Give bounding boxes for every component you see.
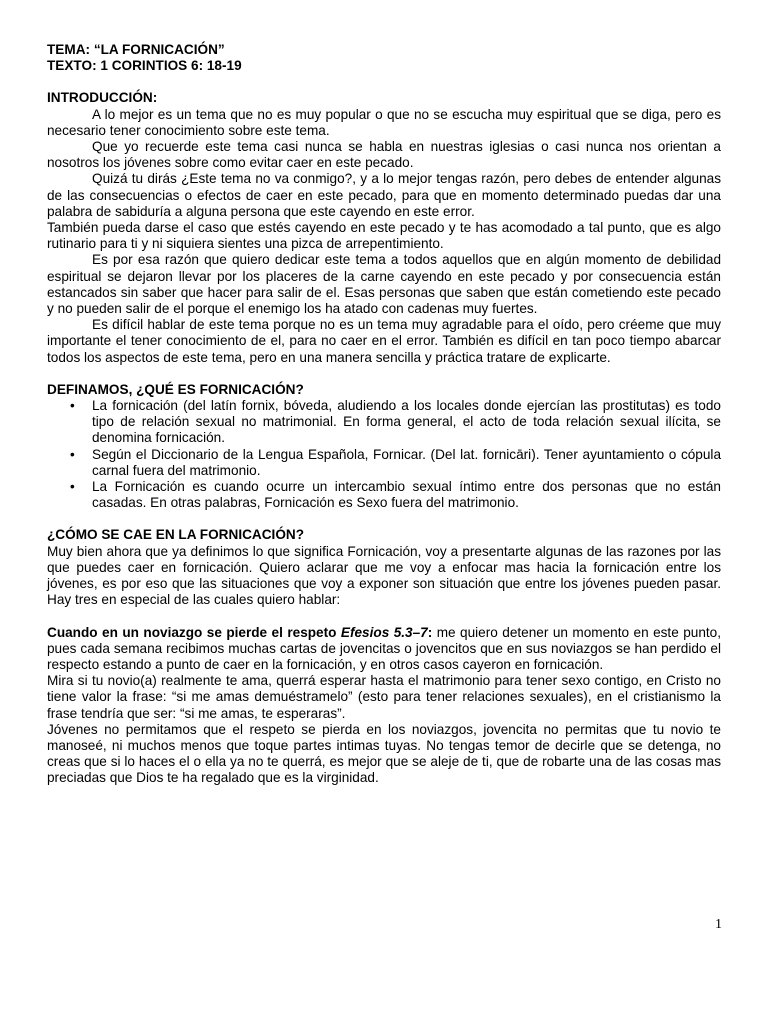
- intro-paragraph: A lo mejor es un tema que no es muy popular o que no se escucha muy espiritual que se diga, pero es necesario tener conocimiento sobre este tema.: [47, 106, 721, 138]
- scripture-reference: Efesios 5.3–7: [340, 624, 428, 640]
- courtship-lead: Cuando en un noviazgo se pierde el respeto: [47, 624, 341, 640]
- courtship-paragraph: [47, 625, 721, 674]
- intro-paragraph: Que yo recuerde este tema casi nunca se habla en nuestras iglesias o casi nunca nos orientan a nosotros los jóvenes sobre como evitar caer en este pecado.: [47, 139, 721, 171]
- list-item-text: La fornicación (del latín fornix, bóveda, aludiendo a los locales donde ejercían las prostitutas) es todo tipo de relación sexual no matrimonial. En forma general, el acto de toda relación sexual ilícita, se denomina fornicación.: [92, 398, 721, 446]
- definition-list: [47, 398, 721, 511]
- intro-paragraph: Es por esa razón que quiero dedicar este tema a todos aquellos que en algún momento de debilidad espiritual se dejaron llevar por los placeres de la carne cayendo en este pecado y por consecuencia están estancados sin saber que hacer para salir de el. Esas personas que saben que están cometiendo este pecado y no pueden salir de el porque el enemigo los ha atado con cadenas muy fuertes.: [47, 252, 721, 317]
- list-item: [70, 479, 721, 511]
- colon: :: [427, 624, 433, 640]
- intro-paragraph: También pueda darse el caso que estés cayendo en este pecado y te has acomodado a tal punto, que es algo rutinario para ti y ni siquiera sientes una pizca de arrepentimiento.: [47, 220, 721, 252]
- page-number: 1: [715, 917, 722, 932]
- definition-heading: DEFINAMOS, ¿QUÉ ES FORNICACIÓN?: [47, 381, 304, 397]
- how-paragraph: Muy bien ahora que ya definimos lo que significa Fornicación, voy a presentarte algunas de las razones por las que puedes caer en fornicación. Quiero aclarar que me voy a enfocar mas hacia la fornicación entre los jóvenes, es por eso que las situaciones que voy a exponer son situación que entre los jóvenes pueden pasar. Hay tres en especial de las cuales quiero hablar:: [47, 543, 721, 608]
- list-item-text: Según el Diccionario de la Lengua Española, Fornicar. (Del lat. fornicāri). Tener ayuntamiento o cópula carnal fuera del matrimonio.: [92, 446, 721, 478]
- topic-heading: TEMA: “LA FORNICACIÓN”: [47, 42, 225, 57]
- courtship-paragraph: Mira si tu novio(a) realmente te ama, querrá esperar hasta el matrimonio para tener sexo contigo, en Cristo no tiene valor la frase: “si me amas demuéstramelo” (esto para tener relaciones sexuales), en el cristianismo la frase tendría que ser: “si me amas, te esperaras”.: [47, 673, 721, 721]
- courtship-text: me quiero detener un momento en este punto, pues cada semana recibimos muchas cartas de jovencitas o jovencitos que en sus noviazgos se han perdido el respecto estando a punto de caer en la fornicación, y en otros casos cayeron en fornicación.: [47, 624, 722, 672]
- list-item: [70, 398, 721, 447]
- intro-paragraph: Es difícil hablar de este tema porque no es un tema muy agradable para el oído, pero créeme que muy importante el tener conocimiento de el, para no caer en el error. También es difícil en tan poco tiempo abarcar todos los aspectos de este tema, pero en una manera sencilla y práctica tratare de explicarte.: [47, 317, 721, 365]
- list-item-text: La Fornicación es cuando ocurre un intercambio sexual íntimo entre dos personas que no están casadas. En otras palabras, Fornicación es Sexo fuera del matrimonio.: [92, 479, 721, 511]
- list-item: [70, 446, 721, 479]
- intro-paragraph: Quizá tu dirás ¿Este tema no va conmigo?, y a lo mejor tengas razón, pero debes de entender algunas de las consecuencias o efectos de caer en este pecado, para que en momento determinado puedas dar una palabra de sabiduría a alguna persona que este cayendo en este error.: [47, 171, 721, 219]
- how-heading: ¿CÓMO SE CAE EN LA FORNICACIÓN?: [47, 527, 305, 543]
- scripture-heading: TEXTO: 1 CORINTIOS 6: 18-19: [47, 58, 242, 74]
- bullet-icon: •: [70, 446, 75, 462]
- bullet-icon: •: [70, 398, 75, 414]
- intro-heading: INTRODUCCIÓN:: [47, 90, 158, 106]
- bullet-icon: •: [70, 479, 75, 495]
- courtship-paragraph: Jóvenes no permitamos que el respeto se pierda en los noviazgos, jovencita no permitas que tu novio te manoseé, ni muchos menos que toque partes intimas tuyas. No tengas temor de decirle que se detenga, no creas que si lo haces el o ella ya no te querrá, es mejor que se aleje de ti, que de robarte una de las cosas mas preciadas que Dios te ha regalado que es la virginidad.: [47, 721, 721, 786]
